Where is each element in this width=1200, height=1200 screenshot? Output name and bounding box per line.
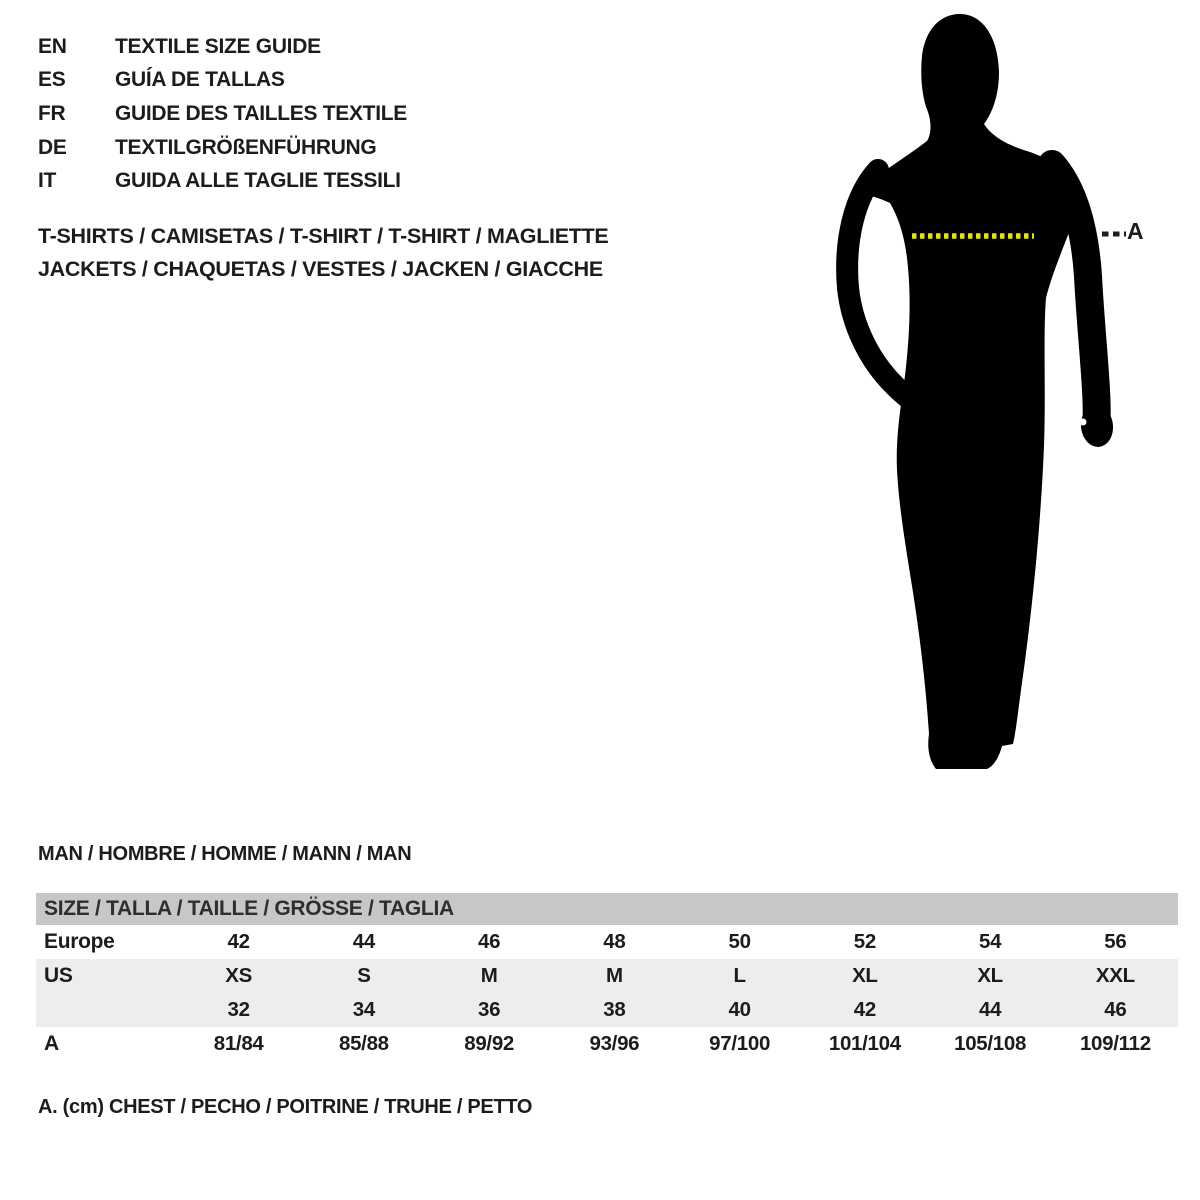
product-line-jackets: JACKETS / CHAQUETAS / VESTES / JACKEN / GIACCHE (38, 257, 603, 281)
size-cell: 36 (478, 998, 501, 1021)
table-row-numeric (36, 993, 1178, 1027)
size-cell: 46 (478, 930, 501, 953)
row-label: US (44, 964, 73, 987)
size-cell: 38 (603, 998, 626, 1021)
measure-label-a: A (1127, 218, 1144, 244)
size-cell: 34 (352, 998, 375, 1021)
size-cell: 97/100 (709, 1032, 771, 1055)
size-cell: S (357, 964, 371, 987)
size-cell: 52 (853, 930, 876, 953)
right-hand-thumb-gap (1080, 419, 1087, 426)
table-row-us (36, 959, 1178, 993)
table-row-europe (36, 925, 1178, 959)
language-title: TEXTILE SIZE GUIDE (115, 34, 321, 58)
language-row-fr (38, 97, 407, 131)
language-code: DE (38, 135, 67, 159)
row-label (36, 993, 176, 1027)
table-row-chest-a (36, 1027, 1178, 1061)
size-cell: 46 (1104, 998, 1127, 1021)
size-cell: L (733, 964, 746, 987)
language-title: TEXTILGRÖßENFÜHRUNG (115, 135, 377, 159)
size-cell: 42 (853, 998, 876, 1021)
size-cell: 93/96 (589, 1032, 640, 1055)
size-cell: 42 (227, 930, 250, 953)
size-table-header: SIZE / TALLA / TAILLE / GRÖSSE / TAGLIA (36, 893, 1178, 925)
man-silhouette-svg (830, 0, 1170, 800)
measurement-footnote: A. (cm) CHEST / PECHO / POITRINE / TRUHE / PETTO (38, 1096, 533, 1118)
size-cell: 40 (728, 998, 751, 1021)
language-row-de (38, 131, 407, 165)
size-cell: 54 (979, 930, 1002, 953)
language-row-es (38, 64, 407, 98)
silhouette-left-hand (900, 391, 928, 413)
language-code: FR (38, 101, 66, 125)
language-code: EN (38, 34, 67, 58)
language-code: ES (38, 68, 66, 92)
size-cell: 81/84 (213, 1032, 264, 1055)
size-table (36, 893, 1178, 1061)
size-cell: XS (225, 964, 252, 987)
size-cell: 56 (1104, 930, 1127, 953)
size-cell: 105/108 (954, 1032, 1027, 1055)
size-cell: 32 (227, 998, 250, 1021)
language-title: GUIDA ALLE TAGLIE TESSILI (115, 169, 401, 193)
size-cell: XL (852, 964, 878, 987)
language-code: IT (38, 169, 57, 193)
row-label: Europe (44, 930, 115, 953)
product-line-tshirts: T-SHIRTS / CAMISETAS / T-SHIRT / T-SHIRT / MAGLIETTE (38, 224, 609, 248)
section-title-man: MAN / HOMBRE / HOMME / MANN / MAN (38, 843, 412, 865)
size-cell: 48 (603, 930, 626, 953)
size-cell: 50 (728, 930, 751, 953)
size-cell: 44 (352, 930, 375, 953)
language-title: GUIDE DES TAILLES TEXTILE (115, 101, 407, 125)
size-cell: 89/92 (464, 1032, 515, 1055)
size-cell: 109/112 (1079, 1032, 1151, 1055)
size-cell: XL (977, 964, 1003, 987)
man-silhouette-figure (830, 0, 1170, 800)
size-cell: 101/104 (828, 1032, 901, 1055)
size-cell: 85/88 (338, 1032, 389, 1055)
size-cell: M (480, 964, 498, 987)
language-row-en (38, 30, 407, 64)
product-category-block (38, 220, 608, 286)
size-cell: 44 (979, 998, 1002, 1021)
size-cell: M (605, 964, 623, 987)
row-label: A (44, 1032, 59, 1055)
language-title: GUÍA DE TALLAS (115, 68, 285, 92)
language-row-it (38, 164, 407, 198)
language-title-block (38, 30, 407, 198)
size-cell: XXL (1095, 964, 1135, 987)
